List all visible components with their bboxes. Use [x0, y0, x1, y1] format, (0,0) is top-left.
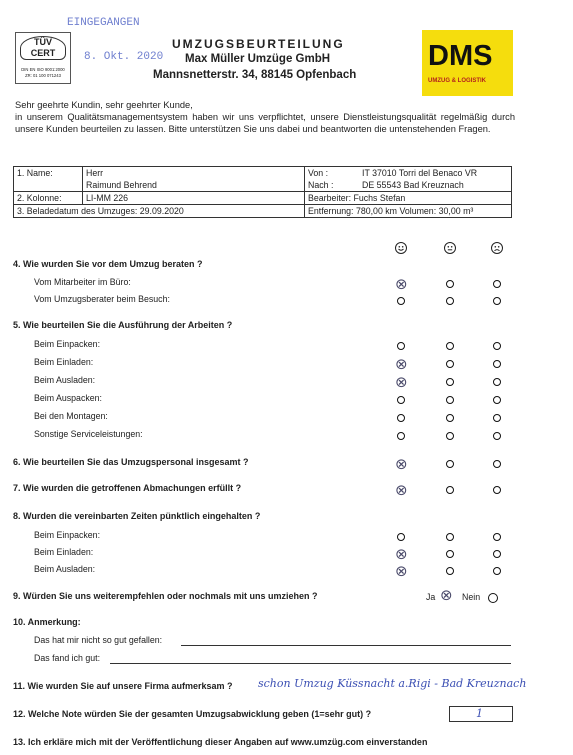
q5b-mid-radio[interactable] — [446, 360, 454, 368]
q5a-good-radio[interactable] — [397, 342, 405, 350]
happy-face-icon — [395, 242, 407, 254]
q7-bad-radio[interactable] — [493, 486, 501, 494]
von-value: IT 37010 Torri del Benaco VR — [359, 167, 512, 180]
q8a-mid-radio[interactable] — [446, 533, 454, 541]
entfernung-label: Entfernung: — [308, 206, 354, 216]
dms-logo-text: DMS — [428, 40, 493, 72]
q6-mid-radio[interactable] — [446, 460, 454, 468]
q8b-mid-radio[interactable] — [446, 550, 454, 558]
q5f-mid-radio[interactable] — [446, 432, 454, 440]
nach-label: Nach : — [305, 179, 360, 192]
q10-negative-line[interactable] — [181, 645, 511, 646]
q5d-mid-radio[interactable] — [446, 396, 454, 404]
q6-good-checked[interactable]: ⊗ — [395, 455, 408, 473]
dms-tagline: UMZUG & LOGISTIK — [428, 78, 486, 84]
q8a-bad-radio[interactable] — [493, 533, 501, 541]
q5c-good-checked[interactable]: ⊗ — [395, 373, 408, 391]
q8-loading-label: Beim Einladen: — [34, 547, 94, 557]
question-10: 10. Anmerkung: — [13, 617, 81, 627]
company-address: Mannsnetterstr. 34, 88145 Opfenbach — [153, 69, 357, 81]
q8b-bad-radio[interactable] — [493, 550, 501, 558]
name-label: 1. Name: — [17, 168, 53, 178]
q5d-good-radio[interactable] — [397, 396, 405, 404]
question-11: 11. Wie wurden Sie auf unsere Firma aufmerksam ? — [13, 681, 233, 691]
q9-yes-label: Ja — [426, 592, 436, 602]
q11-handwritten-answer[interactable]: schon Umzug Küssnacht a.Rigi - Bad Kreuznach — [258, 677, 527, 690]
q8b-good-checked[interactable]: ⊗ — [395, 545, 408, 563]
q8c-good-checked[interactable]: ⊗ — [395, 562, 408, 580]
q8-unloading-label: Beim Ausladen: — [34, 564, 96, 574]
q12-grade-value: 1 — [476, 707, 483, 720]
entfernung-cell — [305, 205, 512, 218]
q5b-bad-radio[interactable] — [493, 360, 501, 368]
cert-logo-mark: TÜV CERT — [20, 36, 66, 60]
intro-text — [15, 100, 515, 135]
company-name: Max Müller Umzüge GmbH — [185, 53, 331, 65]
q5f-bad-radio[interactable] — [493, 432, 501, 440]
q5f-good-radio[interactable] — [397, 432, 405, 440]
intro-body: in unserem Qualitätsmanagementsystem haben wir uns verpflichtet, unsere Dienstleistungsqualität regelmäßig durch unsere Kunden beurteilen zu lassen. Bitte unterstützen Sie uns dabei und beantworten die untenstehenden Fragen. — [15, 111, 515, 134]
q5d-bad-radio[interactable] — [493, 396, 501, 404]
q5-services-label: Sonstige Serviceleistungen: — [34, 429, 143, 439]
q6-bad-radio[interactable] — [493, 460, 501, 468]
form-title: UMZUGSBEURTEILUNG — [172, 37, 345, 51]
q5-assembly-label: Bei den Montagen: — [34, 411, 108, 421]
question-4: 4. Wie wurden Sie vor dem Umzug beraten ? — [13, 259, 203, 269]
volumen-value: 30,00 m³ — [438, 206, 474, 216]
cert-number: ZR: 01 100 071243 — [25, 73, 61, 78]
q8a-good-radio[interactable] — [397, 533, 405, 541]
q5-packing-label: Beim Einpacken: — [34, 339, 101, 349]
tuv-cert-logo — [15, 32, 71, 84]
nach-value: DE 55543 Bad Kreuznach — [359, 179, 512, 192]
q5a-bad-radio[interactable] — [493, 342, 501, 350]
name-label-cell — [14, 167, 83, 180]
kolonne-number: LI-MM 226 — [86, 193, 129, 203]
q4a-bad-radio[interactable] — [493, 280, 501, 288]
question-7: 7. Wie wurden die getroffenen Abmachungen erfüllt ? — [13, 483, 242, 493]
q8c-mid-radio[interactable] — [446, 567, 454, 575]
question-5: 5. Wie beurteilen Sie die Ausführung der Arbeiten ? — [13, 320, 233, 330]
q5c-bad-radio[interactable] — [493, 378, 501, 386]
customer-name: Raimund Behrend — [83, 179, 305, 192]
kolonne-label: 2. Kolonne: — [14, 192, 83, 205]
entfernung-value: 780,00 km — [355, 206, 398, 216]
question-9: 9. Würden Sie uns weiterempfehlen oder nochmals mit uns umziehen ? — [13, 591, 318, 601]
bearbeiter-value: Fuchs Stefan — [353, 193, 406, 203]
q10-negative-label: Das hat mir nicht so gut gefallen: — [34, 635, 163, 645]
q9-no-radio[interactable] — [488, 593, 498, 603]
q5b-good-checked[interactable]: ⊗ — [395, 355, 408, 373]
bearbeiter-label: Bearbeiter: — [308, 193, 352, 203]
bearbeiter-cell — [305, 192, 512, 205]
salutation: Herr — [86, 168, 104, 178]
q5e-mid-radio[interactable] — [446, 414, 454, 422]
q8c-bad-radio[interactable] — [493, 567, 501, 575]
empty-cell — [14, 179, 83, 192]
q5e-bad-radio[interactable] — [493, 414, 501, 422]
intro-greeting: Sehr geehrte Kundin, sehr geehrter Kunde, — [15, 100, 193, 110]
q4a-mid-radio[interactable] — [446, 280, 454, 288]
q10-positive-line[interactable] — [110, 663, 511, 664]
datum-value: 29.09.2020 — [139, 206, 184, 216]
q5e-good-radio[interactable] — [397, 414, 405, 422]
q4b-mid-radio[interactable] — [446, 297, 454, 305]
question-8: 8. Wurden die vereinbarten Zeiten pünktlich eingehalten ? — [13, 511, 261, 521]
q8-packing-label: Beim Einpacken: — [34, 530, 101, 540]
q4b-good-radio[interactable] — [397, 297, 405, 305]
q5a-mid-radio[interactable] — [446, 342, 454, 350]
q12-grade-box[interactable] — [449, 706, 513, 722]
q5-loading-label: Beim Einladen: — [34, 357, 94, 367]
q4b-bad-radio[interactable] — [493, 297, 501, 305]
received-stamp: EINGEGANGEN — [67, 17, 140, 29]
sad-face-icon — [491, 242, 503, 254]
q5c-mid-radio[interactable] — [446, 378, 454, 386]
q10-positive-label: Das fand ich gut: — [34, 653, 101, 663]
received-date: 8. Okt. 2020 — [84, 51, 164, 63]
cert-iso: DIN EN ISO 9001:2000 — [21, 67, 65, 72]
kolonne-value — [83, 192, 305, 205]
neutral-face-icon — [444, 242, 456, 254]
question-13: 13. Ich erkläre mich mit der Veröffentlichung dieser Angaben auf www.umzüg.com einverstanden — [13, 737, 428, 747]
volumen-label: Volumen: — [399, 206, 437, 216]
question-12: 12. Welche Note würden Sie der gesamten Umzugsabwicklung geben (1=sehr gut) ? — [13, 709, 372, 719]
q7-good-checked[interactable]: ⊗ — [395, 481, 408, 499]
q7-mid-radio[interactable] — [446, 486, 454, 494]
von-label: Von : — [305, 167, 360, 180]
q5-unloading-label: Beim Ausladen: — [34, 375, 96, 385]
dms-logo — [422, 30, 513, 96]
customer-info-table — [13, 166, 512, 218]
q9-no-label: Nein — [462, 592, 481, 602]
q9-yes-checked[interactable]: ⊗ — [440, 586, 453, 604]
q5-unpacking-label: Beim Auspacken: — [34, 393, 102, 403]
q4a-good-checked[interactable]: ⊗ — [395, 275, 408, 293]
datum-label: 3. Beladedatum des Umzuges: — [17, 206, 138, 216]
q4-office-label: Vom Mitarbeiter im Büro: — [34, 277, 131, 287]
q4-visit-label: Vom Umzugsberater beim Besuch: — [34, 294, 170, 304]
question-6: 6. Wie beurteilen Sie das Umzugspersonal insgesamt ? — [13, 457, 249, 467]
name-cell — [83, 167, 305, 180]
datum-cell — [14, 205, 305, 218]
